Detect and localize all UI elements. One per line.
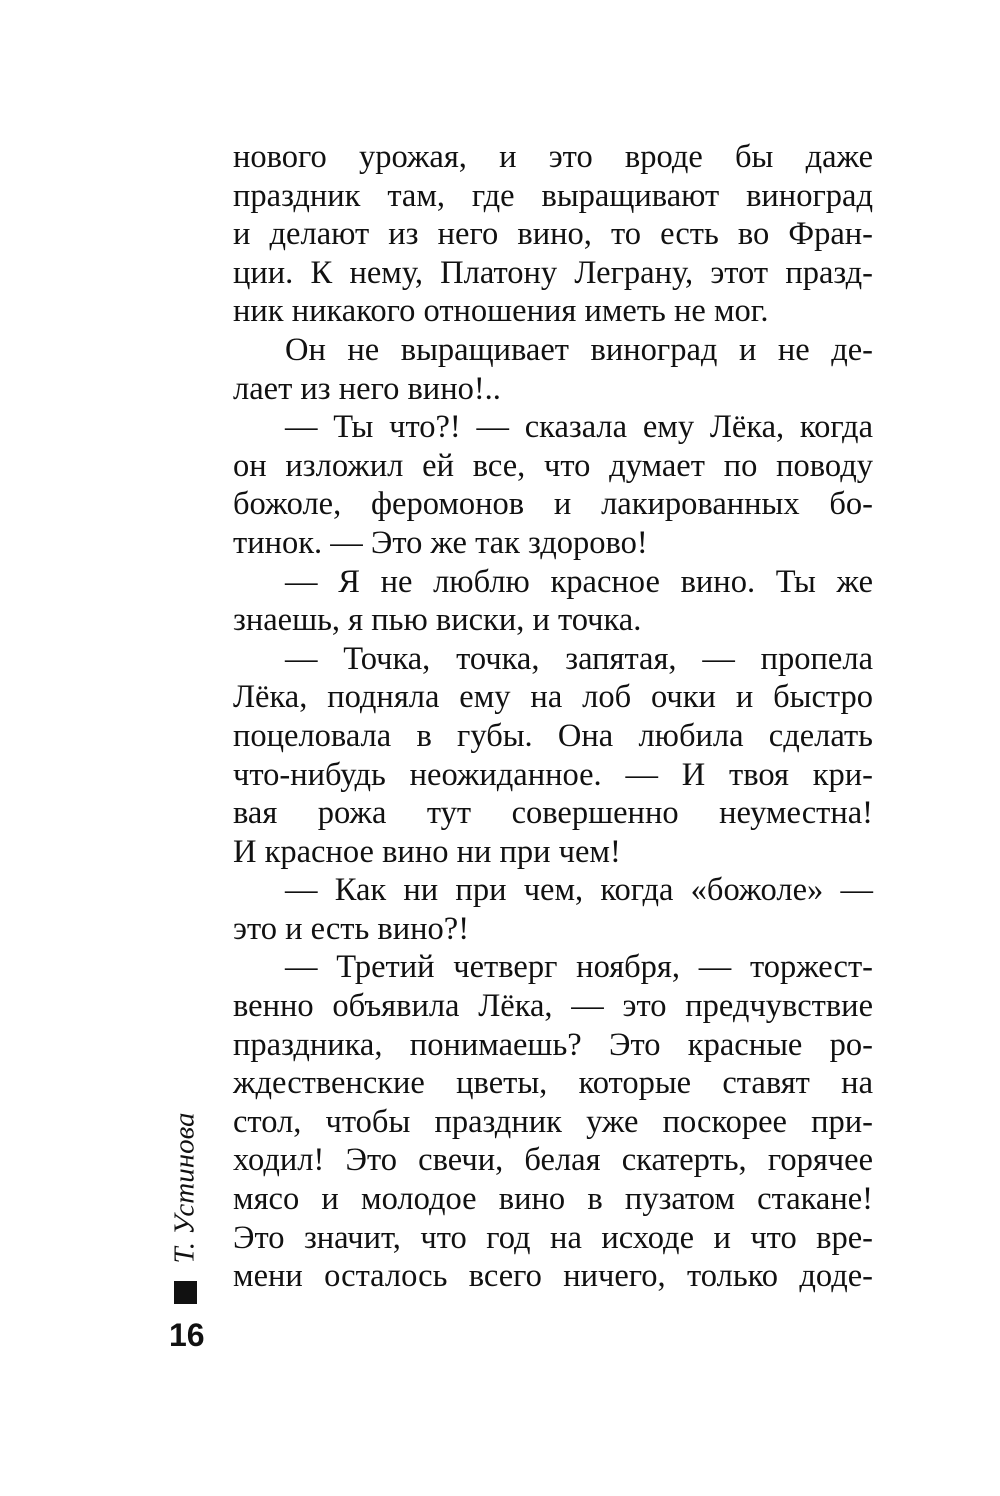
text-line-1: нового урожая, и это вроде бы даже [233, 139, 873, 175]
text-line-10: божоле, феромонов и лакированных бо- [233, 486, 873, 523]
text-line-24: праздника, понимаешь? Это красные ро- [233, 1026, 873, 1063]
text-line-23: венно объявила Лёка, — это предчувствие [233, 988, 873, 1025]
text-line-14: — Точка, точка, запятая, — пропела [285, 640, 873, 677]
text-line-29: Это значит, что год на исходе и что вре- [233, 1219, 873, 1256]
text-line-22: — Третий четверг ноября, — торжест- [285, 949, 873, 986]
page-marker-square [174, 1281, 197, 1304]
text-line-17: что-нибудь неожиданное. — И твоя кри- [233, 756, 873, 793]
text-line-26: стол, чтобы праздник уже поскорее при- [233, 1103, 873, 1140]
text-line-3: и делают из него вино, то есть во Фран- [233, 216, 873, 253]
page-number: 16 [169, 1317, 205, 1353]
running-head-author: Т. Устинова [168, 1112, 201, 1264]
text-line-25: ждественские цветы, которые ставят на [233, 1065, 873, 1102]
text-line-13: знаешь, я пью виски, и точка. [233, 602, 642, 639]
text-line-27: ходил! Это свечи, белая скатерть, горячее [233, 1142, 873, 1179]
text-line-21: это и есть вино?! [233, 910, 470, 947]
text-line-5: ник никакого отношения иметь не мог. [233, 293, 769, 330]
text-line-11: тинок. — Это же так здорово! [233, 524, 648, 561]
text-line-15: Лёка, подняла ему на лоб очки и быстро [233, 679, 873, 716]
text-line-4: ции. К нему, Платону Леграну, этот празд- [233, 254, 873, 291]
text-line-9: он изложил ей все, что думает по поводу [233, 447, 873, 484]
text-line-6: Он не выращивает виноград и не де- [285, 331, 873, 368]
text-line-7: лает из него вино!.. [233, 370, 501, 407]
text-line-12: — Я не люблю красное вино. Ты же [285, 563, 873, 600]
text-line-20: — Как ни при чем, когда «божоле» — [285, 872, 873, 909]
text-line-28: мясо и молодое вино в пузатом стакане! [233, 1181, 873, 1218]
text-line-19: И красное вино ни при чем! [233, 833, 621, 870]
text-line-8: — Ты что?! — сказала ему Лёка, когда [285, 409, 873, 446]
text-line-30: мени осталось всего ничего, только доде- [233, 1258, 873, 1295]
body-text [233, 138, 873, 1296]
text-line-18: вая рожа тут совершенно неуместна! [233, 795, 873, 832]
text-line-16: поцеловала в губы. Она любила сделать [233, 717, 873, 754]
text-line-2: праздник там, где выращивают виноград [233, 177, 873, 214]
